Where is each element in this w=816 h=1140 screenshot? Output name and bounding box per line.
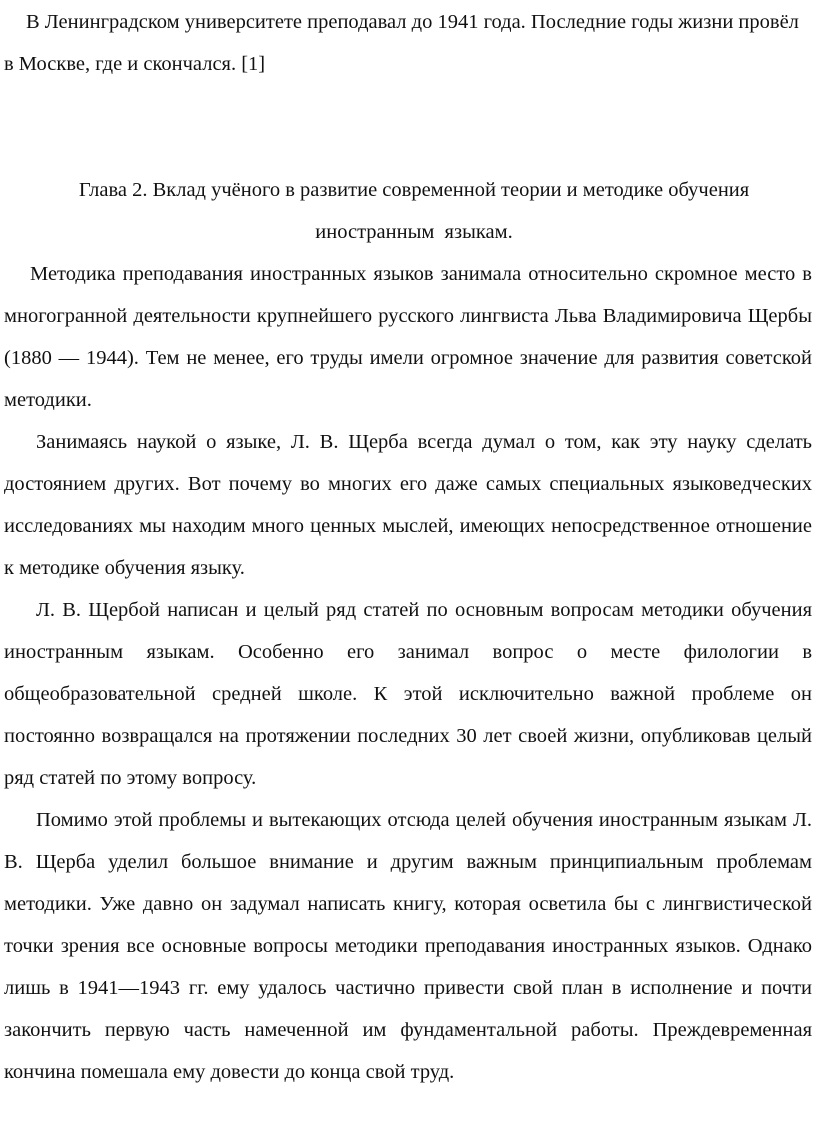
body-paragraph-3: Л. В. Щербой написан и целый ряд статей по основным вопросам методики обучения иностранным языкам. Особенно его занимал вопрос о месте филологии в общеобразовательной средней школе. К этой исключительно важной проблеме он постоянно возвращался на протяжении последних 30 лет своей жизни, опубликовав целый ряд статей по этому вопросу. xyxy=(4,599,812,789)
body-paragraph-1: Методика преподавания иностранных языков занимала относительно скромное место в многогранной деятельности крупнейшего русского лингвиста Льва Владимировича Щербы (1880 — 1944). Тем не менее, его труды имели огромное значение для развития советской методики. xyxy=(4,263,812,411)
chapter-title xyxy=(4,169,812,253)
intro-paragraph: В Ленинградском университете преподавал до 1941 года. Последние годы жизни провёл в Москве, где и скончался. [1] xyxy=(4,11,799,75)
chapter-title-line-2: иностранным языкам. xyxy=(315,221,513,243)
document-page xyxy=(4,0,812,1093)
body-paragraph-4: Помимо этой проблемы и вытекающих отсюда целей обучения иностранным языкам Л. В. Щерба уделил большое внимание и другим важным принципиальным проблемам методики. Уже давно он задумал написать книгу, которая осветила бы с лингвистической точки зрения все основные вопросы методики преподавания иностранных языков. Однако лишь в 1941—1943 гг. ему удалось частично привести свой план в исполнение и почти закончить первую часть намеченной им фундаментальной работы. Преждевременная кончина помешала ему довести до конца свой труд. xyxy=(4,809,812,1083)
chapter-title-line-1: Глава 2. Вклад учёного в развитие современной теории и методике обучения xyxy=(78,179,750,201)
body-paragraph-2: Занимаясь наукой о языке, Л. В. Щерба всегда думал о том, как эту науку сделать достоянием других. Вот почему во многих его даже самых специальных языковедческих исследованиях мы находим много ценных мыслей, имеющих непосредственное отношение к методике обучения языку. xyxy=(4,431,812,579)
